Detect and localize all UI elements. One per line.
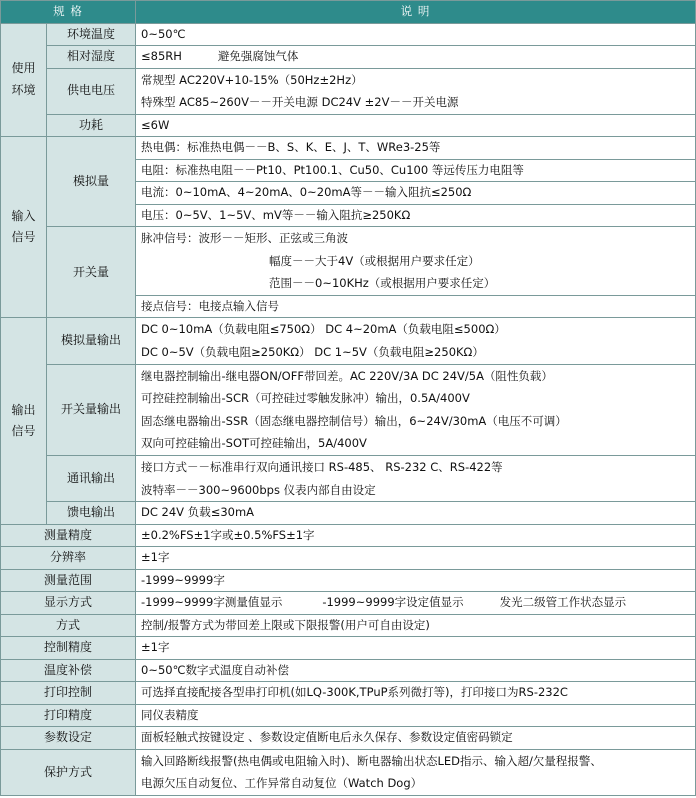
label-protect: 保护方式 bbox=[1, 749, 136, 795]
label-accuracy: 测量精度 bbox=[1, 524, 136, 547]
label-humidity: 相对湿度 bbox=[47, 46, 136, 69]
label-input-switch: 开关量 bbox=[47, 227, 136, 318]
comm-line: 波特率－－300~9600bps 仪表内部自由设定 bbox=[141, 482, 376, 497]
value-print-ctrl: 可选择直接配接各型串打印机(如LQ-300K,TPuP系列微打等)，打印接口为RS-232C bbox=[136, 682, 696, 705]
protect-line: 输入回路断线报警(热电偶或电阻输入时)、断电器输出状态LED指示、输入超/欠量程报警、 bbox=[141, 753, 602, 768]
value-contact: 接点信号：电接点输入信号 bbox=[136, 295, 696, 318]
table-row bbox=[1, 114, 696, 137]
value-temp-comp: 0~50℃数字式温度自动补偿 bbox=[136, 659, 696, 682]
label-power: 供电电压 bbox=[47, 68, 136, 114]
label-mode: 方式 bbox=[1, 614, 136, 637]
table-row bbox=[1, 659, 696, 682]
label-resolution: 分辨率 bbox=[1, 547, 136, 570]
table-row bbox=[1, 318, 696, 364]
table-row bbox=[1, 68, 696, 114]
value-accuracy: ±0.2%FS±1字或±0.5%FS±1字 bbox=[136, 524, 696, 547]
output-analog-line: DC 0~10mA（负载电阻≤750Ω） DC 4~20mA（负载电阻≤500Ω） bbox=[141, 322, 506, 337]
table-row bbox=[1, 614, 696, 637]
label-temp-comp: 温度补偿 bbox=[1, 659, 136, 682]
display-part: -1999~9999字设定值显示 bbox=[322, 595, 464, 610]
value-output-switch bbox=[136, 364, 696, 455]
label-range: 测量范围 bbox=[1, 569, 136, 592]
label-output-switch: 开关量输出 bbox=[47, 364, 136, 455]
value-humidity bbox=[136, 46, 696, 69]
output-switch-line: 继电器控制输出-继电器ON/OFF带回差。AC 220V/3A DC 24V/5A（阻性负载） bbox=[141, 368, 553, 383]
value-pulse bbox=[136, 227, 696, 296]
humidity-note: 避免强腐蚀气体 bbox=[217, 49, 299, 63]
label-output-analog: 模拟量输出 bbox=[47, 318, 136, 364]
header-desc: 说 明 bbox=[136, 1, 696, 24]
table-row bbox=[1, 704, 696, 727]
value-protect bbox=[136, 749, 696, 795]
table-header-row bbox=[1, 1, 696, 24]
value-print-acc: 同仪表精度 bbox=[136, 704, 696, 727]
label-feed: 馈电输出 bbox=[47, 502, 136, 525]
value-resistance: 电阻：标准热电阻－－Pt10、Pt100.1、Cu50、Cu100 等远传压力电阻等 bbox=[136, 159, 696, 182]
humidity-value: ≤85RH bbox=[141, 49, 182, 63]
value-feed: DC 24V 负载≤30mA bbox=[136, 502, 696, 525]
output-analog-line: DC 0~5V（负载电阻≥250KΩ） DC 1~5V（负载电阻≥250KΩ） bbox=[141, 345, 484, 360]
value-resolution: ±1字 bbox=[136, 547, 696, 570]
power-line: 常规型 AC220V+10-15%（50Hz±2Hz） bbox=[141, 72, 363, 87]
value-ctrl-accuracy: ±1字 bbox=[136, 637, 696, 660]
group-output: 输出 信号 bbox=[1, 318, 47, 524]
value-mode: 控制/报警方式为带回差上限或下限报警(用户可自由设定) bbox=[136, 614, 696, 637]
label-input-analog: 模拟量 bbox=[47, 137, 136, 227]
table-row bbox=[1, 682, 696, 705]
label-display: 显示方式 bbox=[1, 592, 136, 615]
label-env-temp: 环境温度 bbox=[47, 23, 136, 46]
table-row bbox=[1, 727, 696, 750]
label-consumption: 功耗 bbox=[47, 114, 136, 137]
comm-line: 接口方式－－标准串行双向通讯接口 RS-485、 RS-232 C、RS-422等 bbox=[141, 460, 503, 475]
value-output-analog bbox=[136, 318, 696, 364]
power-line: 特殊型 AC85~260V－－开关电源 DC24V ±2V－－开关电源 bbox=[141, 95, 459, 110]
label-print-ctrl: 打印控制 bbox=[1, 682, 136, 705]
output-switch-line: 固态继电器输出-SSR（固态继电器控制信号）输出，6~24V/30mA（电压不可调） bbox=[141, 413, 567, 428]
value-consumption: ≤6W bbox=[136, 114, 696, 137]
protect-line: 电源欠压自动复位、工作异常自动复位（Watch Dog） bbox=[141, 776, 423, 791]
table-row bbox=[1, 364, 696, 455]
table-row bbox=[1, 637, 696, 660]
display-part: 发光二级管工作状态显示 bbox=[499, 595, 627, 610]
value-param: 面板轻触式按键设定 、参数设定值断电后永久保存、参数设定值密码锁定 bbox=[136, 727, 696, 750]
display-part: -1999~9999字测量值显示 bbox=[141, 595, 283, 610]
group-use-env: 使用 环境 bbox=[1, 23, 47, 137]
group-input: 输入 信号 bbox=[1, 137, 47, 318]
header-spec: 规 格 bbox=[1, 1, 136, 24]
table-row bbox=[1, 46, 696, 69]
label-comm: 通讯输出 bbox=[47, 456, 136, 502]
value-env-temp: 0~50℃ bbox=[136, 23, 696, 46]
label-param: 参数设定 bbox=[1, 727, 136, 750]
value-voltage: 电压：0~5V、1~5V、mV等－－输入阻抗≥250KΩ bbox=[136, 204, 696, 227]
value-range: -1999~9999字 bbox=[136, 569, 696, 592]
table-row bbox=[1, 23, 696, 46]
pulse-line: 幅度－－大于4V（或根据用户要求任定） bbox=[269, 253, 480, 268]
value-display bbox=[136, 592, 696, 615]
table-row bbox=[1, 524, 696, 547]
table-row bbox=[1, 456, 696, 502]
label-ctrl-accuracy: 控制精度 bbox=[1, 637, 136, 660]
output-switch-line: 双向可控硅输出-SOT可控硅输出，5A/400V bbox=[141, 436, 367, 451]
table-row bbox=[1, 592, 696, 615]
output-switch-line: 可控硅控制输出-SCR（可控硅过零触发脉冲）输出，0.5A/400V bbox=[141, 391, 470, 406]
label-print-acc: 打印精度 bbox=[1, 704, 136, 727]
value-power bbox=[136, 68, 696, 114]
pulse-line: 范围－－0~10KHz（或根据用户要求任定） bbox=[269, 276, 496, 291]
value-current: 电流：0~10mA、4~20mA、0~20mA等－－输入阻抗≤250Ω bbox=[136, 182, 696, 205]
table-row bbox=[1, 547, 696, 570]
pulse-line: 脉冲信号：波形－－矩形、正弦或三角波 bbox=[141, 231, 348, 246]
table-row bbox=[1, 569, 696, 592]
table-row bbox=[1, 749, 696, 795]
table-row bbox=[1, 137, 696, 160]
table-row bbox=[1, 227, 696, 296]
table-row bbox=[1, 502, 696, 525]
value-comm bbox=[136, 456, 696, 502]
value-thermocouple: 热电偶：标准热电偶－－B、S、K、E、J、T、WRe3-25等 bbox=[136, 137, 696, 160]
